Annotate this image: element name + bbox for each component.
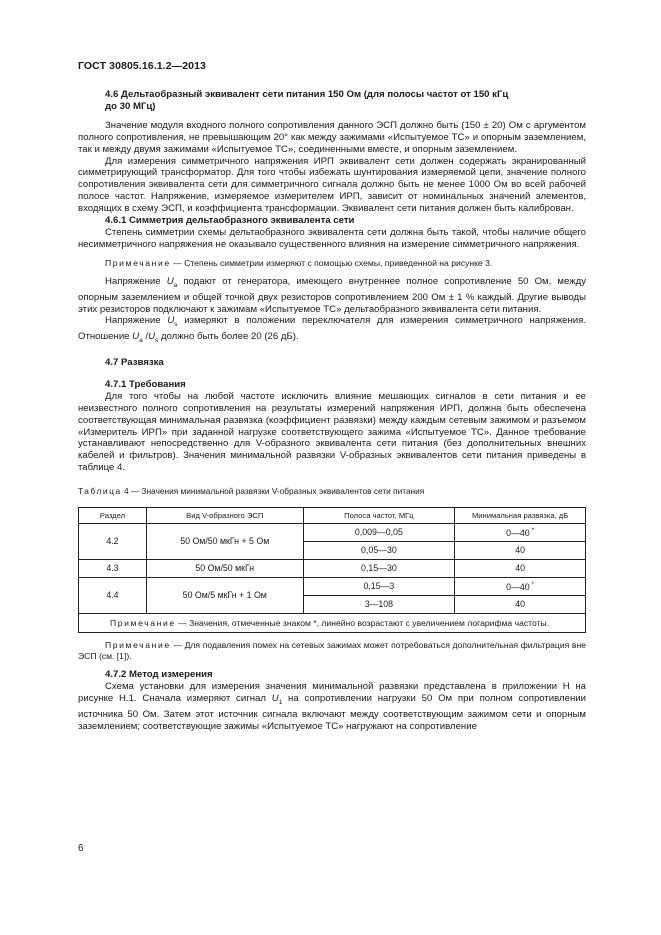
paragraph: Схема установки для измерения значения минимальной развязки представлена в приложении Н на рисунке Н.1. Сначала измеряют сигнал $U_1$ на сопротивлении нагрузки 50 Ом при полном сопротивлении источника 50 Ом. Затем этот источник сигнала включают между соответствующим зажимом сети и опорным заземлением; соответствующие зажимы «Испытуемое ТС» нагружают на сопротивление — [78, 681, 586, 732]
section-4-6-title: 4.6 Дельтаобразный эквивалент сети питания 150 Ом (для полосы частот от 150 кГц до 30 МГц) — [105, 89, 509, 112]
note-label: Примечание — [105, 257, 171, 268]
table-cell: 0,15—30 — [303, 560, 455, 578]
table-header-cell: Минимальная развязка, дБ — [455, 508, 586, 524]
paragraph: Значение модуля входного полного сопротивления данного ЭСП должно быть (150 ± 20) Ом с аргументом полного сопротивления, не превышающим 20° как между зажимами «Испытуемое ТС» и опорным заземлением, так и между двумя зажимами «Испытуемое ТС», соединенными вместе, и опорным заземлением. — [78, 119, 586, 155]
table-note: Примечание — Значения, отмеченные знаком *, линейно возрастают с увеличением логарифма частоты. — [79, 614, 586, 633]
table-header-row — [79, 508, 586, 524]
note: Примечание — Степень симметрии измеряют с помощью схемы, приведенной на рисунке 3. — [105, 257, 493, 268]
table-header-cell: Вид V-образного ЭСП — [146, 508, 303, 524]
table-cell: 0,009—0,05 — [303, 524, 455, 542]
table-cell: 0,05—30 — [303, 542, 455, 560]
table-cell: 50 Ом/50 мкГн — [146, 560, 303, 578]
table-cell: 40 — [455, 560, 586, 578]
table-caption: Таблица 4 — Значения минимальной развязки V-образных эквивалентов сети питания — [78, 486, 425, 497]
document-header: ГОСТ 30805.16.1.2—2013 — [78, 60, 206, 72]
paragraph: Для того чтобы на любой частоте исключить влияние мешающих сигналов в сети питания и ее неизвестного полного сопротивления на результаты измерений напряжения ИРП, должна быть обеспечена соответствующая минимальная развязка (коэффициент развязки) между каждым сетевым зажимом и разъемом «Измеритель ИРП» при заданной нагрузке соответствующего зажима «Испытуемое ТС». Данное требование устанавливают непосредственно для V-образного эквивалента сети питания (без дополнительных внешних кабелей и фильтров). Значения минимальной развязки V-образных эквивалентов сети питания приведены в таблице 4. — [78, 390, 586, 474]
paragraph: Степень симметрии схемы дельтаобразного эквивалента сети должна быть такой, чтобы наличие общего несимметричного напряжения не оказывало существенного влияния на измерение симметричного напряжения. — [78, 226, 586, 250]
table-header-cell: Раздел — [79, 508, 147, 524]
table-row — [79, 524, 586, 542]
table-cell: 3—108 — [303, 596, 455, 614]
table-note-row — [79, 614, 586, 633]
paragraph: Для измерения симметричного напряжения ИРП эквивалент сети должен содержать экранированный симметрирующий трансформатор. Для того чтобы избежать шунтирования измеряемой цепи, значение полного сопротивления эквивалента сети для симметричного сигнала должно быть не менее 1000 Ом во всей рабочей полосе частот. Напряжение, измеряемое измерителем ИРП, зависит от номинальных значений элементов, входящих в схему ЭСП, и коэффициента трансформации. Эквивалент сети питания должен быть калиброван. — [78, 155, 586, 215]
table-cell: 0—40 * — [455, 524, 586, 542]
table-cell: 0—40 * — [455, 578, 586, 596]
table-cell: 4.2 — [79, 524, 147, 560]
table-4 — [78, 507, 586, 633]
section-4-7-2-title: 4.7.2 Метод измерения — [105, 669, 213, 681]
table-cell: 50 Ом/5 мкГн + 1 Ом — [146, 578, 303, 614]
section-4-6-1-title: 4.6.1 Симметрия дельтаобразного эквивалента сети — [105, 215, 355, 227]
table-cell: 4.4 — [79, 578, 147, 614]
table-cell: 0,15—3 — [303, 578, 455, 596]
table-cell: 40 — [455, 542, 586, 560]
page-body — [78, 89, 586, 733]
paragraph: Напряжение $U_a$ подают от генератора, имеющего внутреннее полное сопротивление 50 Ом, между опорным заземлением и общей точкой двух резисторов сопротивлением 200 Ом ± 1 % каждый. Другие выводы этих резисторов подключают к зажимам «Испытуемое ТС» дельтаобразного эквивалента сети питания. — [78, 275, 587, 315]
paragraph: Напряжение $U_s$ измеряют в положении переключателя для измерения симметричного напряжения. Отношение $U_a$ $/U_s$ должно быть более 20 (26 дБ). — [78, 315, 586, 345]
note: Примечание — Для подавления помех на сетевых зажимах может потребоваться дополнительная фильтрация вне ЭСП (см. [1]). — [78, 640, 586, 662]
page-number: 6 — [78, 843, 84, 854]
table-header-cell: Полоса частот, МГц — [303, 508, 455, 524]
table-cell: 4.3 — [79, 560, 147, 578]
table-row — [79, 578, 586, 596]
table-cell: 40 — [455, 596, 586, 614]
section-4-7-title: 4.7 Развязка — [105, 357, 164, 369]
section-4-7-1-title: 4.7.1 Требования — [105, 378, 186, 390]
table-cell: 50 Ом/50 мкГн + 5 Ом — [146, 524, 303, 560]
table-row — [79, 560, 586, 578]
